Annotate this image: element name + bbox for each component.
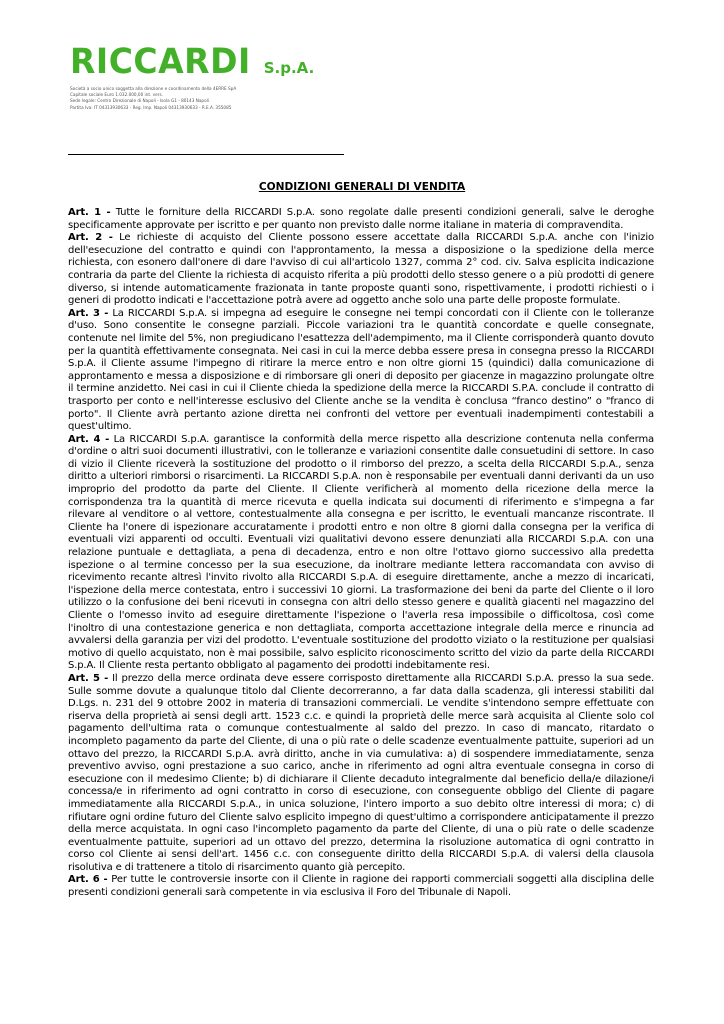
- company-info-line: Sede legale: Centro Direzionale di Napoli - Isola G1 - 80143 Napoli: [70, 98, 209, 104]
- company-info-line: Capitale sociale Euro 1.032.000,00 int. vers.: [70, 92, 163, 98]
- header-separator: [68, 154, 344, 155]
- article-3: [68, 308, 654, 434]
- article-6: [68, 874, 654, 899]
- article-label: Art. 1 -: [68, 207, 111, 218]
- company-info: [70, 86, 370, 111]
- article-5: [68, 673, 654, 875]
- letterhead: [70, 40, 370, 111]
- article-label: Art. 4 -: [68, 433, 110, 445]
- company-info-line: Società a socio unico soggetta alla direzione e coordinamento della 4ERRE SpA: [70, 86, 237, 91]
- article-text: Per tutte le controversie insorte con il Cliente in ragione dei rapporti commerciali soggetti alla disciplina delle presenti condizioni generali sarà competente in via esclusiva il Foro del Tribunale di Napoli.: [68, 874, 654, 899]
- article-text: Tutte le forniture della RICCARDI S.p.A. sono regolate dalle presenti condizioni generali, salve le deroghe specificamente approvate per iscritto e per quanto non previsto dalle norme italiane in materia di compravendita.: [68, 207, 655, 231]
- article-text: La RICCARDI S.p.A. si impegna ad eseguire le consegne nei tempi concordati con il Cliente con le tolleranze d'uso. Sono consentite le consegne parziali. Piccole variazioni tra le quantità concordate e quelle consegnate, contenute nel limite del 5%, non pregiudicano l'esattezza dell'adempimento, ma il Cliente corrisponderà quanto dovuto per la quantità effettivamente consegnata. Nei casi in cui la merce debba essere presa in consegna presso la RICCARDI S.p.A. il Cliente assume l'impegno di ritirare la merce entro e non oltre giorni 15 (quindici) dalla comunicazione di approntamento e messa a disposizione e di rimborsare gli oneri di deposito per giacenze in magazzino prolungate oltre il termine anzidetto. Nei casi in cui il Cliente chieda la spedizione della merce la RICCARDI S.P.A. conclude il contratto di trasporto per conto e nell'interesse esclusivo del Cliente anche se la vendita è conclusa “franco destino” o "franco di porto". Il Cliente avrà pertanto azione diretta nei confronti del vettore per eventuali inadempimenti contestabili a quest'ultimo.: [68, 307, 655, 433]
- logo-name: RICCARDI: [70, 40, 251, 82]
- article-label: Art. 2 -: [68, 232, 113, 244]
- article-label: Art. 6 -: [68, 874, 108, 886]
- document-title: CONDIZIONI GENERALI DI VENDITA: [258, 181, 466, 193]
- article-label: Art. 3 -: [68, 307, 109, 319]
- document-body: [68, 207, 654, 900]
- article-text: Le richieste di acquisto del Cliente possono essere accettate dalla RICCARDI S.p.A. anche con l'inizio dell'esecuzione del contratto e quindi con l'approntamento, la messa a disposizione o la spedizione della merce richiesta, con esonero dall'onere di dare l'avviso di cui all'articolo 1327, comma 2° cod. civ. Salva esplicita indicazione contraria da parte del Cliente la richiesta di acquisto riferita a più prodotti dello stesso genere o a più prodotti di genere diverso, si intende automaticamente frazionata in tante proposte quanti sono, rispettivamente, i prodotti richiesti o i generi di prodotto indicati e l'accettazione potrà avere ad oggetto anche solo una parte delle proposte formulate.: [68, 232, 655, 307]
- logo-suffix: S.p.A.: [263, 59, 315, 77]
- article-text: La RICCARDI S.p.A. garantisce la conformità della merce rispetto alla descrizione contenuta nella conferma d'ordine o altri suoi documenti illustrativi, con le tolleranze e variazioni consentite dalle consuetudini di settore. In caso di vizio il Cliente riceverà la sostituzione del prodotto o il rimborso del prezzo, a scelta della RICCARDI S.p.A., senza diritto a ulteriori rimborsi o risarcimenti. La RICCARDI S.p.A. non è responsabile per eventuali danni derivanti da un uso improprio del prodotto da parte del Cliente. Il Cliente verificherà al momento della ricezione della merce la corrispondenza tra la quantità di merce ricevuta e quella indicata sui documenti di riferimento e s'impegna a far rilevare al venditore o al vettore, contestualmente alla consegna e per iscritto, le eventuali mancanze riscontrate. Il Cliente ha l'onere di ispezionare accuratamente i prodotti entro e non oltre 8 giorni dalla consegna per la verifica di eventuali vizi apparenti od occulti. Eventuali vizi qualitativi devono essere denunziati alla RICCARDI S.p.A. con una relazione puntuale e dettagliata, a pena di decadenza, entro e non oltre l'ottavo giorno successivo alla predetta ispezione o al termine concesso per la sua esecuzione, da inoltrare mediante lettera raccomandata con avviso di ricevimento recante altresì l'invito rivolto alla RICCARDI S.p.A. di eseguire direttamente, anche a mezzo di incaricati, l'ispezione della merce contestata, entro i successivi 10 giorni. La trasformazione dei beni da parte del Cliente o il loro utilizzo o la confusione dei beni ricevuti in consegna con altri dello stesso genere e qualità giacenti nel magazzino del Cliente o l'omesso invito ad eseguire direttamente l'ispezione o l'averla resa impossibile o difficoltosa, così come l'inoltro di una contestazione generica e non dettagliata, comporta accettazione integrale della merce e rinuncia ad avvalersi della garanzia per vizi del prodotto. L'eventuale sostituzione del prodotto viziato o la restituzione per qualsiasi motivo di quello acquistato, non è mai possibile, salvo esplicito riconoscimento scritto del vizio da parte della RICCARDI S.p.A. Il Cliente resta pertanto obbligato al pagamento dei prodotti indebitamente resi.: [68, 433, 655, 672]
- article-1: [68, 207, 654, 232]
- article-4: [68, 434, 654, 673]
- article-label: Art. 5 -: [68, 672, 109, 684]
- article-text: Il prezzo della merce ordinata deve essere corrisposto direttamente alla RICCARDI S.p.A. presso la sua sede. Sulle somme dovute a qualunque titolo dal Cliente decorreranno, a far data dalla scadenza, gli interessi stabiliti dal D.Lgs. n. 231 del 9 ottobre 2002 in materia di transazioni commerciali. Le vendite s'intendono sempre effettuate con riserva della proprietà ai sensi degli artt. 1523 c.c. e quindi la proprietà delle merce sarà acquisita al Cliente solo col pagamento dell'ultima rata o comunque contestualmente al saldo del prezzo. In caso di mancato, ritardato o incompleto pagamento da parte del Cliente, di una o più rate o delle scadenze eventualmente pattuite, superiori ad un ottavo del prezzo, la RICCARDI S.p.A. avrà diritto, anche in via cumulativa: a) di sospendere immediatamente, senza preventivo avviso, ogni prestazione a suo carico, anche in riferimento ad ogni altra eventuale consegna in corso di esecuzione con il medesimo Cliente; b) di dichiarare il Cliente decaduto integralmente dal beneficio della/e dilazione/i concessa/e in riferimento ad ogni contratto in corso di esecuzione, con conseguente obbligo del Cliente di pagare immediatamente alla RICCARDI S.p.A., in unica soluzione, l'intero importo a suo debito oltre interessi di mora; c) di rifiutare ogni ordine futuro del Cliente salvo esplicito impegno di quest'ultimo a corrispondere anticipatamente il prezzo della merce acquistata. In ogni caso l'incompleto pagamento da parte del Cliente, di una o più rate o delle scadenze eventualmente pattuite, superiori ad un ottavo del prezzo, determina la risoluzione automatica di ogni contratto in corso col Cliente ai sensi dell'art. 1456 c.c. con conseguente diritto della RICCARDI S.p.A. di valersi della clausola risolutiva e di trattenere a titolo di risarcimento quanto già percepito.: [68, 672, 654, 873]
- company-logo: [70, 40, 370, 82]
- article-2: [68, 232, 654, 308]
- company-info-line: Partita Iva: IT 04313930633 - Reg. Imp. Napoli 04313930633 - R.E.A. 355085: [70, 104, 232, 110]
